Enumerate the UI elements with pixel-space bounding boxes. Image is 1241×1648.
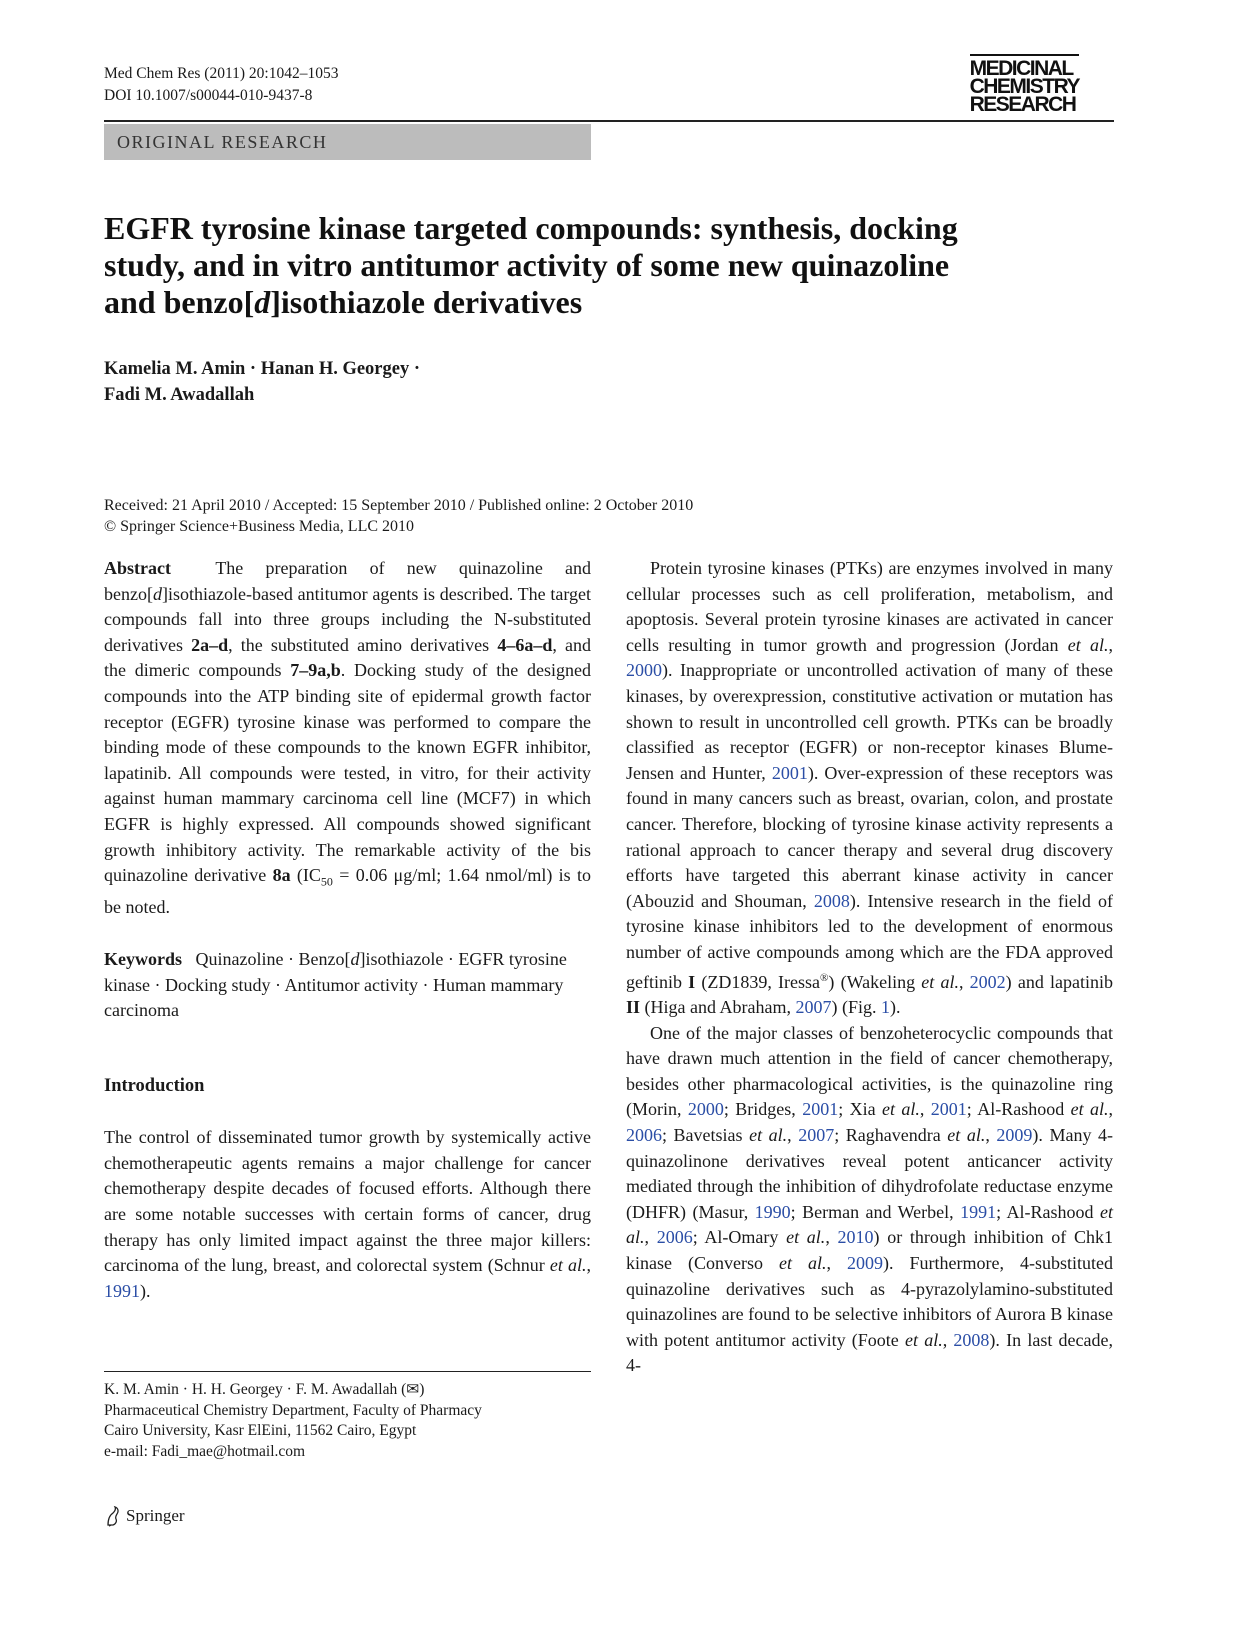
publication-dates bbox=[104, 495, 693, 537]
logo-rule bbox=[970, 54, 1079, 56]
footnote-email[interactable]: e-mail: Fadi_mae@hotmail.com bbox=[104, 1442, 306, 1460]
section-label: ORIGINAL RESEARCH bbox=[104, 124, 591, 160]
authors-line-2: Fadi M. Awadallah bbox=[104, 385, 255, 405]
dates-line: Received: 21 April 2010 / Accepted: 15 September 2010 / Published online: 2 October 2010 bbox=[104, 497, 694, 514]
title-line-3: and benzo[d]isothiazole derivatives bbox=[104, 284, 583, 320]
logo-line-1: MEDICINAL bbox=[969, 57, 1073, 80]
body-paragraph-2: One of the major classes of benzoheterocyclic compounds that have drawn much attention in the field of cancer chemotherapy, besides other pharmacological activities, is the quinazoline ring (Morin, 2000; Bridges, 2001; Xia et al., 2001; Al-Rashood et al., 2006; Bavetsias et al., 2007; Raghavendra et al., 2009). Many 4-quinazolinone derivatives reveal potent anticancer activity mediated through the inhibition of dihydrofolate reductase enzyme (DHFR) (Masur, 1990; Berman and Werbel, 1991; Al-Rashood et al., 2006; Al-Omary et al., 2010) or through inhibition of Chk1 kinase (Converso et al., 2009). Furthermore, 4-substituted quinazoline derivatives such as 4-pyrazolylamino-substituted quinazolines are found to be selective inhibitors of Aurora B kinase with potent antitumor activity (Foote et al., 2008). In last decade, 4- bbox=[626, 1022, 1113, 1376]
citation-link[interactable]: 2001 bbox=[930, 1099, 967, 1120]
affiliation-footnote bbox=[104, 1380, 591, 1462]
keywords: Keywords Quinazoline · Benzo[d]isothiazole · EGFR tyrosine kinase · Docking study · Antitumor activity · Human mammary carcinoma bbox=[104, 948, 567, 1021]
citation-link[interactable]: 1990 bbox=[754, 1201, 791, 1222]
right-column bbox=[626, 556, 1113, 1379]
introduction-paragraph: The control of disseminated tumor growth by systemically active chemotherapeutic agents remains a major challenge for cancer chemotherapy despite decades of focused efforts. Although there are some notable successes with certain forms of cancer, drug therapy has only limited impact against the three major killers: carcinoma of the lung, breast, and colorectal system (Schnur et al., 1991). bbox=[104, 1127, 591, 1301]
footnote-department: Pharmaceutical Chemistry Department, Faculty of Pharmacy bbox=[104, 1401, 482, 1419]
header-rule bbox=[104, 120, 1114, 122]
introduction-heading: Introduction bbox=[104, 1075, 205, 1096]
abstract-label: Abstract bbox=[104, 558, 171, 578]
citation-link[interactable]: 2007 bbox=[795, 997, 832, 1018]
left-column bbox=[104, 556, 591, 1304]
citation-link[interactable]: 2001 bbox=[771, 762, 808, 783]
publisher-footer bbox=[104, 1505, 185, 1527]
citation-link[interactable]: 2009 bbox=[847, 1253, 884, 1274]
doi[interactable]: DOI 10.1007/s00044-010-9437-8 bbox=[104, 87, 313, 104]
citation-link[interactable]: 2010 bbox=[837, 1227, 874, 1248]
citation-link[interactable]: 2000 bbox=[687, 1099, 724, 1120]
footnote-authors: K. M. Amin · H. H. Georgey · F. M. Awadallah (✉) bbox=[104, 1381, 425, 1398]
footnote-address: Cairo University, Kasr ElEini, 11562 Cairo, Egypt bbox=[104, 1422, 417, 1439]
body-paragraph-1: Protein tyrosine kinases (PTKs) are enzymes involved in many cellular processes such as cell proliferation, metabolism, and apoptosis. Several protein tyrosine kinases are activated in cancer cells resulting in tumor growth and progression (Jordan et al., 2000). Inappropriate or uncontrolled activation of many of these kinases, by overexpression, constitutive activation or mutation has shown to result in uncontrolled cell growth. PTKs can be broadly classified as receptor (EGFR) or non-receptor kinases Blume-Jensen and Hunter, 2001). Over-expression of these receptors was found in many cancers such as breast, ovarian, colon, and prostate cancer. Therefore, blocking of tyrosine kinase activity represents a rational approach to cancer therapy and several drug discovery efforts have targeted this aberrant kinase activity in cancer (Abouzid and Shouman, 2008). Intensive research in the field of tyrosine kinase inhibitors led to the development of enormous number of active compounds among which are the FDA approved geftinib I (ZD1839, Iressa®) (Wakeling et al., 2002) and lapatinib II (Higa and Abraham, 2007) (Fig. 1). bbox=[626, 558, 1113, 1018]
citation-link[interactable]: 2009 bbox=[996, 1125, 1033, 1146]
abstract: Abstract The preparation of new quinazoline and benzo[d]isothiazole-based antitumor agents is described. The target compounds fall into three groups including the N-substituted derivatives 2a–d, the substituted amino derivatives 4–6a–d, and the dimeric compounds 7–9a,b. Docking study of the designed compounds into the ATP binding site of epidermal growth factor receptor (EGFR) tyrosine kinase was performed to compare the binding mode of these compounds to the known EGFR inhibitor, lapatinib. All compounds were tested, in vitro, for their activity against human mammary carcinoma cell line (MCF7) in which EGFR is highly expressed. All compounds showed significant growth inhibitory activity. The remarkable activity of the bis quinazoline derivative 8a ($IC_{50} = 0.06$ μg/ml; 1.64 nmol/ml) is to be noted. bbox=[104, 558, 592, 918]
logo-line-2: CHEMISTRY bbox=[969, 75, 1079, 98]
authors-line-1: Kamelia M. Amin · Hanan H. Georgey · bbox=[104, 359, 421, 379]
journal-header bbox=[104, 63, 339, 107]
citation-link[interactable]: 2006 bbox=[656, 1227, 693, 1248]
title-line-1: EGFR tyrosine kinase targeted compounds: synthesis, docking bbox=[104, 210, 958, 246]
publisher-name: Springer bbox=[126, 1506, 185, 1525]
figure-link[interactable]: 1 bbox=[880, 997, 890, 1018]
journal-citation: Med Chem Res (2011) 20:1042–1053 bbox=[104, 65, 339, 82]
title-line-2: study, and in vitro antitumor activity of some new quinazoline bbox=[104, 247, 950, 283]
copyright-line: © Springer Science+Business Media, LLC 2010 bbox=[104, 518, 415, 535]
citation-link[interactable]: 1991 bbox=[960, 1201, 997, 1222]
keywords-label: Keywords bbox=[104, 948, 182, 969]
logo-line-3: RESEARCH bbox=[969, 93, 1076, 116]
citation-link[interactable]: 2000 bbox=[626, 660, 662, 681]
article-title bbox=[104, 210, 1104, 321]
citation-link[interactable]: 2008 bbox=[813, 890, 850, 911]
footnote-rule bbox=[104, 1371, 591, 1372]
author-list bbox=[104, 356, 420, 408]
citation-link[interactable]: 2002 bbox=[969, 971, 1006, 992]
springer-horse-icon bbox=[104, 1505, 122, 1527]
citation-link[interactable]: 2006 bbox=[626, 1125, 662, 1146]
citation-link[interactable]: 2008 bbox=[953, 1329, 990, 1350]
citation-link[interactable]: 1991 bbox=[104, 1280, 140, 1301]
journal-logo bbox=[970, 54, 1079, 114]
citation-link[interactable]: 2007 bbox=[798, 1125, 835, 1146]
citation-link[interactable]: 2001 bbox=[802, 1099, 839, 1120]
